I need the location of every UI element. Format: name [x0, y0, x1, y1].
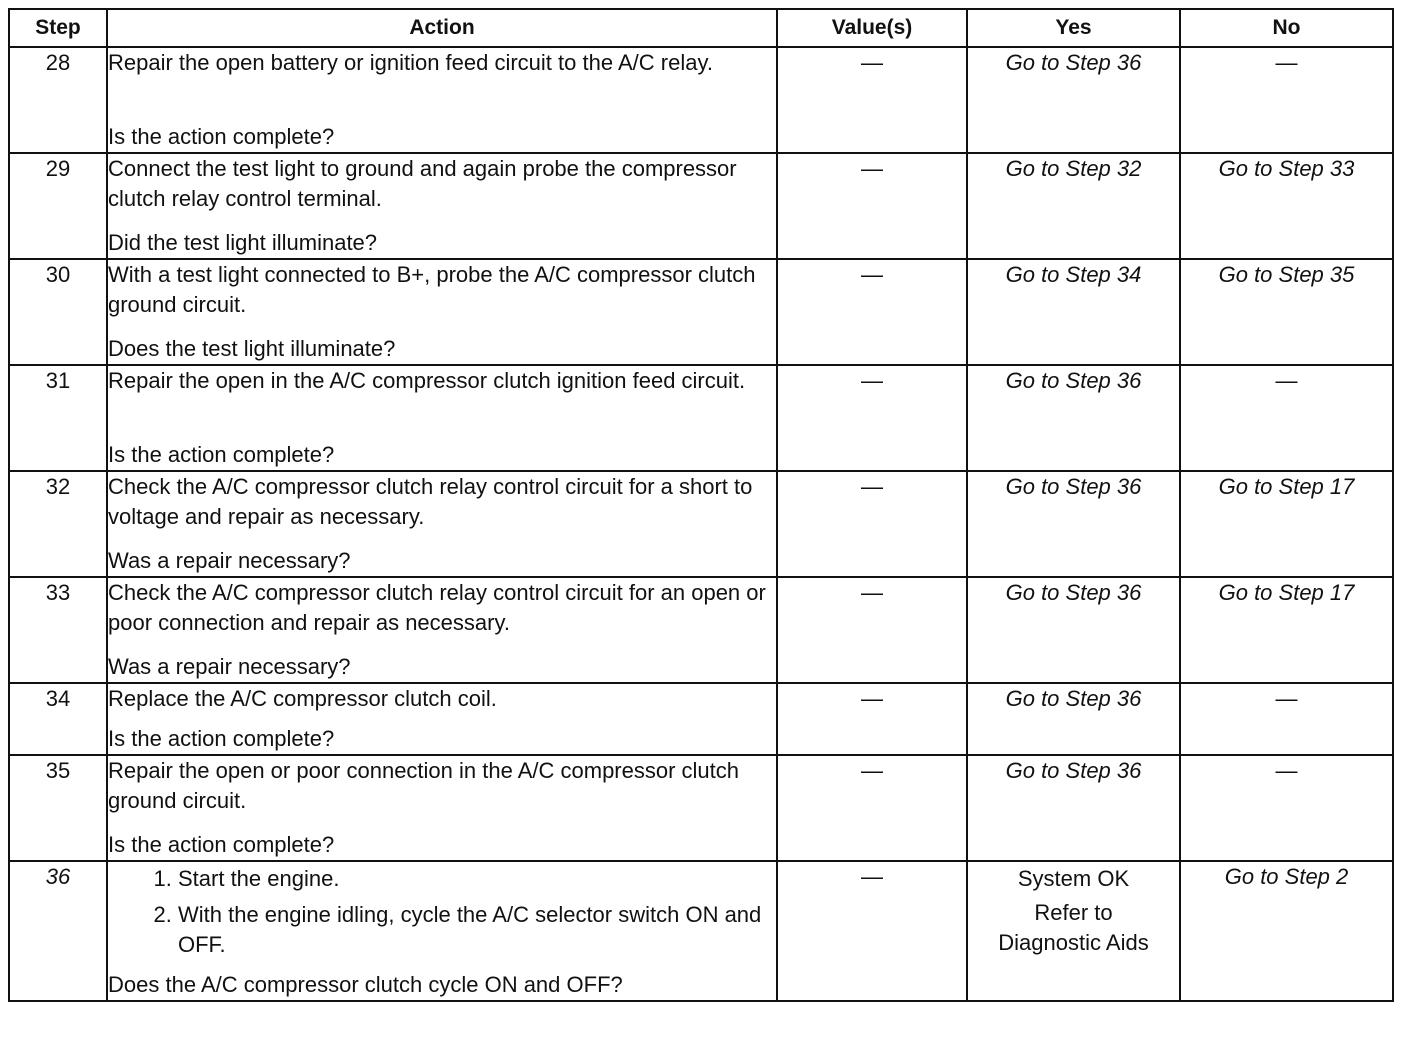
value-cell: — — [777, 153, 967, 259]
action-text: Replace the A/C compressor clutch coil. — [108, 686, 497, 711]
action-cell — [107, 259, 777, 365]
value-cell: — — [777, 471, 967, 577]
action-text: Check the A/C compressor clutch relay control circuit for a short to voltage and repair as necessary. — [108, 474, 753, 529]
no-value: — — [1275, 368, 1298, 393]
value-cell: — — [777, 755, 967, 861]
action-cell — [107, 683, 777, 755]
table-row — [9, 755, 1393, 861]
no-cell: Go to Step 2 — [1180, 861, 1393, 1001]
step-number: 28 — [9, 47, 107, 153]
yes-cell: Go to Step 36 — [967, 47, 1180, 153]
no-cell — [1180, 365, 1393, 471]
value-cell: — — [777, 577, 967, 683]
action-question: Was a repair necessary? — [108, 654, 351, 679]
step-number: 35 — [9, 755, 107, 861]
yes-cell: Go to Step 36 — [967, 755, 1180, 861]
no-value: — — [1275, 686, 1298, 711]
action-text: Connect the test light to ground and again probe the compressor clutch relay control terminal. — [108, 156, 737, 211]
action-cell — [107, 47, 777, 153]
step-number: 29 — [9, 153, 107, 259]
action-question: Does the test light illuminate? — [108, 336, 396, 361]
step-number: 32 — [9, 471, 107, 577]
header-yes: Yes — [967, 9, 1180, 47]
value-cell: — — [777, 259, 967, 365]
substep-item: 2. With the engine idling, cycle the A/C selector switch ON and OFF. — [178, 900, 776, 960]
no-cell — [1180, 47, 1393, 153]
yes-cell: Go to Step 34 — [967, 259, 1180, 365]
table-row — [9, 577, 1393, 683]
action-text: Repair the open battery or ignition feed circuit to the A/C relay. — [108, 50, 713, 75]
action-cell — [107, 755, 777, 861]
diagnostic-table — [8, 8, 1394, 1002]
no-value: — — [1275, 758, 1298, 783]
yes-line: Refer to — [1034, 900, 1113, 925]
table-row — [9, 861, 1393, 1001]
table-row — [9, 153, 1393, 259]
action-cell — [107, 153, 777, 259]
no-cell — [1180, 755, 1393, 861]
substep-item: 1. Start the engine. — [178, 864, 776, 894]
step-number: 36 — [9, 861, 107, 1001]
table-row — [9, 365, 1393, 471]
yes-line: System OK — [1017, 866, 1130, 891]
value-cell: — — [777, 861, 967, 1001]
action-question: Is the action complete? — [108, 832, 335, 857]
action-question: Was a repair necessary? — [108, 548, 351, 573]
action-question: Is the action complete? — [108, 124, 335, 149]
yes-cell: Go to Step 36 — [967, 471, 1180, 577]
step-number: 33 — [9, 577, 107, 683]
action-question: Does the A/C compressor clutch cycle ON and OFF? — [108, 972, 623, 997]
yes-cell: Go to Step 36 — [967, 683, 1180, 755]
header-no: No — [1180, 9, 1393, 47]
action-text: Repair the open or poor connection in the A/C compressor clutch ground circuit. — [108, 758, 740, 813]
yes-cell: Go to Step 36 — [967, 577, 1180, 683]
step-number: 34 — [9, 683, 107, 755]
yes-line: Diagnostic Aids — [998, 930, 1149, 955]
action-cell — [107, 577, 777, 683]
action-question: Is the action complete? — [108, 726, 335, 751]
yes-cell: Go to Step 36 — [967, 365, 1180, 471]
action-text: With a test light connected to B+, probe the A/C compressor clutch ground circuit. — [108, 262, 756, 317]
header-step: Step — [9, 9, 107, 47]
header-values: Value(s) — [777, 9, 967, 47]
no-cell: Go to Step 17 — [1180, 471, 1393, 577]
step-number: 30 — [9, 259, 107, 365]
action-text: Check the A/C compressor clutch relay control circuit for an open or poor connection and repair as necessary. — [108, 580, 766, 635]
action-text: Repair the open in the A/C compressor clutch ignition feed circuit. — [108, 368, 746, 393]
value-cell: — — [777, 47, 967, 153]
no-cell: Go to Step 35 — [1180, 259, 1393, 365]
action-question: Is the action complete? — [108, 442, 335, 467]
header-row — [9, 9, 1393, 47]
substep-list — [108, 864, 776, 966]
no-cell: Go to Step 33 — [1180, 153, 1393, 259]
yes-cell: Go to Step 32 — [967, 153, 1180, 259]
table-row — [9, 471, 1393, 577]
header-action: Action — [107, 9, 777, 47]
no-value: — — [1275, 50, 1298, 75]
action-cell — [107, 365, 777, 471]
value-cell: — — [777, 365, 967, 471]
table-row — [9, 259, 1393, 365]
step-number: 31 — [9, 365, 107, 471]
action-cell — [107, 471, 777, 577]
no-cell — [1180, 683, 1393, 755]
yes-cell — [967, 861, 1180, 1001]
no-cell: Go to Step 17 — [1180, 577, 1393, 683]
table-row — [9, 683, 1393, 755]
action-question: Did the test light illuminate? — [108, 230, 378, 255]
value-cell: — — [777, 683, 967, 755]
action-cell — [107, 861, 777, 1001]
table-row — [9, 47, 1393, 153]
